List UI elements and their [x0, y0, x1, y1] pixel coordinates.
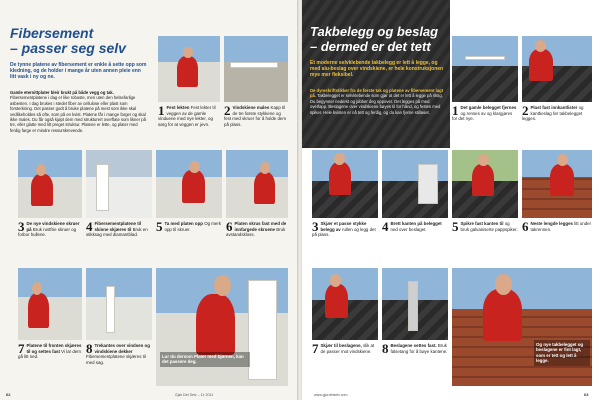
right-photo-3 — [312, 150, 378, 218]
right-intro: Et moderne selvklebende takbelegg er lett å legge, og med alu-beslag over vindskiene, er hele konstruksjonen mye mer fleksibel. — [310, 60, 444, 79]
left-step-3: 3 De nye vindskiene skruer på Bruk rustfrie skruer og forbor hullene. — [18, 219, 80, 238]
right-photo-4 — [382, 150, 448, 218]
right-photo-6 — [522, 150, 592, 218]
left-photo-5 — [156, 150, 222, 218]
left-header — [0, 0, 155, 148]
left-title-line1: Fibersement — [10, 25, 94, 41]
right-step-5: 5 Spikre fast kanten til og bruk galvaniserte pappspiker. — [452, 219, 518, 234]
right-page-number: 63 — [584, 392, 589, 397]
right-step-4: 4 Brett kanten på belegget ned over beslaget. — [382, 219, 442, 234]
left-step-1: 1 Fest lekten Fest lekter til veggen av de gamle vinduene med nye lekter, og sørg for at veggen er jevn. — [158, 103, 216, 127]
left-page — [0, 0, 298, 400]
left-photo-7 — [18, 268, 82, 340]
right-step-1: 1 Det gamle belegget fjernes og renses av og klargjøres for det nye. — [452, 103, 517, 122]
left-photo-3 — [18, 150, 82, 218]
left-step-5: 5 Ta med platen opp Og merk opp til skruer. — [156, 219, 222, 234]
left-step-8: 8 Trekantes over vindsen og vindskiene dekker Fibersementplatene skjæres til med sag. — [86, 341, 150, 365]
right-photo-5 — [452, 150, 518, 218]
left-step-4: 4 Fibersementplatene til skinne skjæres til Bruk en stikksag med diamantblad. — [86, 219, 148, 238]
right-body-lead: De dyreskriftstikker fra de første tak og platene av fibersement lagt på. — [310, 88, 444, 99]
left-photo-6 — [226, 150, 288, 218]
right-title — [310, 24, 438, 54]
right-header — [302, 0, 450, 148]
right-photo-7 — [312, 268, 378, 340]
left-body-lead: Gamle eternittplater bleir brukt på både vegg og tak. — [10, 90, 114, 95]
right-step-2: 2 Plast fast innkantlister og kantbeslag før takbelegget legges. — [522, 103, 584, 122]
right-photo-2 — [522, 36, 592, 102]
left-page-number: 62 — [6, 392, 11, 397]
left-step-7: 7 Platene til fronten skjæres til og settes fast Vi lar dem gå litt ned. — [18, 341, 82, 360]
left-intro: De tynne platene av fibersement er enkle å sette opp som kledning, og de holder i mange år uten annen pleie enn litt vask i ny og ne. — [10, 62, 147, 81]
right-step-3: 3 Skjær et passe stykke belegg av rullen og legg det på plass. — [312, 219, 376, 238]
left-title — [10, 26, 126, 56]
right-title-line1: Takbelegg og beslag — [310, 24, 439, 39]
right-title-line2: – dermed er det tett — [310, 39, 431, 54]
left-step-6: 6 Platen skrus fast med de innfargede skruene Bruk avstandskloss. — [226, 219, 287, 238]
right-step-6: 6 Neste lengde legges litt under takrennen. — [522, 219, 592, 234]
right-body — [310, 88, 444, 115]
right-photo-1 — [452, 36, 518, 102]
left-body — [10, 90, 148, 133]
left-footer: Gjør Det Selv – 11·2011 — [175, 393, 214, 397]
left-body-text: Fibersementplatene i dag er like robuste, men uten den helsefarlige asbesten. I dag brukes i stedet fiber av cellulose eller plast som forsterkning. Det passer godt å bruke platene på mest som ikke skal vedlikeholdes så ofte, som på en kvist. Platene får i mange farger og skal ikke males. Du får også kjøpt dem med strukturert overflate som likner på tre, eller glatte med litt preget struktur. Platene er lette, og plater med ferdig farge er mindre ressurskrevende. — [10, 95, 146, 133]
right-step-7: 7 Skjær til beslagene, slik at de passer mot vindskiene. — [312, 341, 375, 356]
left-photo-9 — [156, 268, 288, 386]
right-body-text: Takbelegget er selvklebende som gjør at det er lett å legge på riktig. Du begynner nederst og jobber deg oppover. Det legges på med overlapp. Beslagene over vindskiene bøyes til for hånd, og festes med spiker. Hele kvisten er nå tett og ferdig, og du kan fjerne stillaset. — [310, 93, 443, 115]
right-overlay-caption: Og nye takbelegget og beslagene er fint lagt, som er tett og lett å legge. — [534, 340, 590, 366]
left-photo-1 — [158, 36, 220, 102]
left-photo-4 — [86, 150, 152, 218]
right-photo-9 — [452, 268, 592, 386]
right-footer: www.gjordetselv.com — [314, 393, 348, 397]
right-page — [302, 0, 600, 400]
right-step-8: 8 Beslagene settes fast. Bruk falsetang for å bøye kantene. — [382, 341, 448, 356]
left-overlay-caption: Lur du dersom Plater med bjørnen, kan det passere deg. — [160, 352, 250, 367]
right-photo-8 — [382, 268, 448, 340]
left-step-2: 2 Vindskiene males Kapp til de tre første stykkene og fest med skruer for å holde dem på plass. — [224, 103, 286, 127]
left-photo-2 — [224, 36, 288, 102]
left-photo-8 — [86, 268, 152, 340]
left-title-line2: – passer seg selv — [10, 40, 126, 56]
